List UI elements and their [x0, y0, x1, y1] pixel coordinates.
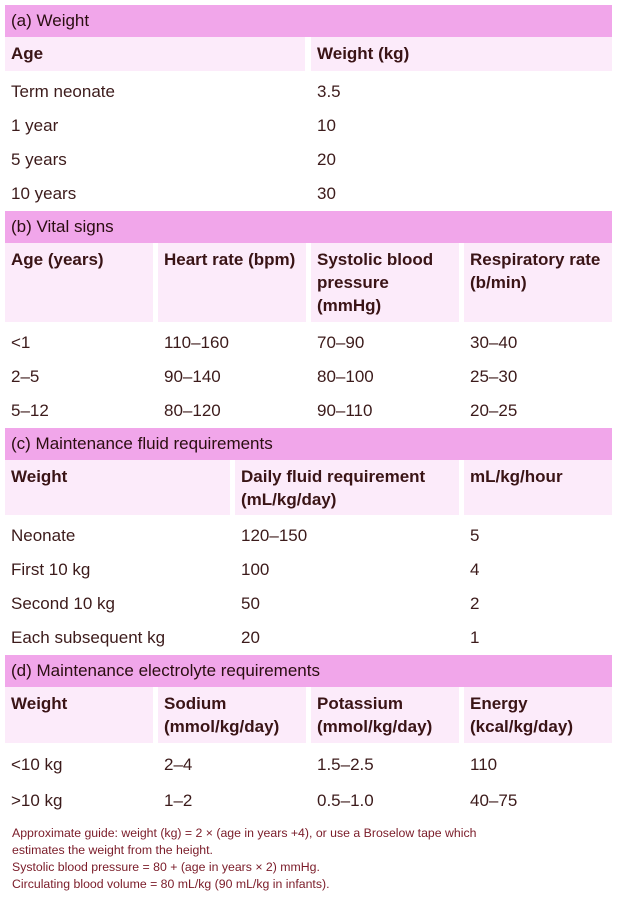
- cell-respiratory-rate: 25–30: [470, 367, 518, 386]
- table-row: [5, 75, 612, 109]
- cell-respiratory-rate: 30–40: [470, 333, 518, 352]
- cell-age: Term neonate: [11, 82, 115, 101]
- footnotes: [5, 819, 612, 893]
- footnote-line: Approximate guide: weight (kg) = 2 × (age in years +4), or use a Broselow tape which: [12, 826, 477, 840]
- cell-energy: 40–75: [470, 791, 518, 810]
- header-potassium: Potassium (mmol/kg/day): [311, 687, 459, 743]
- cell-systolic-bp: 90–110: [317, 401, 373, 420]
- header-row-vital-signs: [5, 243, 612, 326]
- section-title-weight: (a) Weight: [5, 5, 612, 37]
- cell-weight: <10 kg: [11, 755, 63, 774]
- cell-weight: Second 10 kg: [11, 594, 115, 613]
- cell-sodium: 2–4: [164, 755, 193, 774]
- cell-weight: 10: [317, 116, 336, 135]
- cell-energy: 110: [470, 755, 498, 774]
- header-heart-rate: Heart rate (bpm): [158, 243, 306, 322]
- footnote-line: Circulating blood volume = 80 mL/kg (90 mL/kg in infants).: [12, 877, 330, 891]
- cell-ml-kg-hour: 1: [470, 628, 480, 647]
- cell-respiratory-rate: 20–25: [470, 401, 518, 420]
- section-vital-signs: [5, 211, 612, 428]
- cell-daily-fluid: 20: [241, 628, 260, 647]
- section-weight: [5, 5, 612, 211]
- table-row: [5, 783, 612, 819]
- cell-daily-fluid: 100: [241, 560, 270, 579]
- cell-ml-kg-hour: 5: [470, 526, 480, 545]
- table-row: [5, 109, 612, 143]
- cell-age: 5–12: [11, 401, 49, 420]
- table-row: [5, 519, 612, 553]
- cell-age: 1 year: [11, 116, 59, 135]
- header-systolic-bp: Systolic blood pressure (mmHg): [311, 243, 459, 322]
- cell-systolic-bp: 70–90: [317, 333, 365, 352]
- table-row: [5, 747, 612, 783]
- header-row-weight: [5, 37, 612, 75]
- cell-weight: 3.5: [317, 82, 341, 101]
- cell-sodium: 1–2: [164, 791, 193, 810]
- cell-heart-rate: 80–120: [164, 401, 221, 420]
- header-row-fluid-requirements: [5, 460, 612, 519]
- cell-daily-fluid: 50: [241, 594, 260, 613]
- cell-weight: >10 kg: [11, 791, 63, 810]
- header-weight: Weight: [5, 687, 153, 743]
- cell-systolic-bp: 80–100: [317, 367, 374, 386]
- section-title-electrolyte-requirements: (d) Maintenance electrolyte requirements: [5, 655, 612, 687]
- table-row: [5, 360, 612, 394]
- table-row: [5, 587, 612, 621]
- table-row: [5, 394, 612, 428]
- section-title-vital-signs: (b) Vital signs: [5, 211, 612, 243]
- table-row: [5, 326, 612, 360]
- cell-potassium: 1.5–2.5: [317, 755, 374, 774]
- table-row: [5, 177, 612, 211]
- cell-ml-kg-hour: 4: [470, 560, 480, 579]
- header-respiratory-rate: Respiratory rate (b/min): [464, 243, 612, 322]
- cell-heart-rate: 90–140: [164, 367, 221, 386]
- cell-weight: 20: [317, 150, 336, 169]
- header-row-electrolyte-requirements: [5, 687, 612, 747]
- cell-potassium: 0.5–1.0: [317, 791, 374, 810]
- header-energy: Energy (kcal/kg/day): [464, 687, 612, 743]
- cell-weight: Each subsequent kg: [11, 628, 166, 647]
- section-fluid-requirements: [5, 428, 612, 655]
- header-age: Age: [5, 37, 305, 71]
- table-row: [5, 621, 612, 655]
- header-weight: Weight: [5, 460, 230, 515]
- header-weight: Weight (kg): [311, 37, 612, 71]
- section-title-fluid-requirements: (c) Maintenance fluid requirements: [5, 428, 612, 460]
- header-ml-kg-hour: mL/kg/hour: [464, 460, 612, 515]
- footnote-line: estimates the weight from the height.: [12, 843, 213, 857]
- section-electrolyte-requirements: [5, 655, 612, 819]
- cell-ml-kg-hour: 2: [470, 594, 480, 613]
- cell-age: 10 years: [11, 184, 77, 203]
- header-sodium: Sodium (mmol/kg/day): [158, 687, 306, 743]
- cell-heart-rate: 110–160: [164, 333, 229, 352]
- cell-weight: 30: [317, 184, 336, 203]
- cell-daily-fluid: 120–150: [241, 526, 308, 545]
- header-daily-fluid: Daily fluid requirement (mL/kg/day): [235, 460, 459, 515]
- cell-weight: Neonate: [11, 526, 76, 545]
- cell-weight: First 10 kg: [11, 560, 91, 579]
- reference-table: [5, 5, 612, 893]
- header-age-years: Age (years): [5, 243, 153, 322]
- footnote-line: Systolic blood pressure = 80 + (age in years × 2) mmHg.: [12, 860, 320, 874]
- table-row: [5, 143, 612, 177]
- table-row: [5, 553, 612, 587]
- cell-age: 2–5: [11, 367, 40, 386]
- cell-age: 5 years: [11, 150, 67, 169]
- cell-age: <1: [11, 333, 31, 352]
